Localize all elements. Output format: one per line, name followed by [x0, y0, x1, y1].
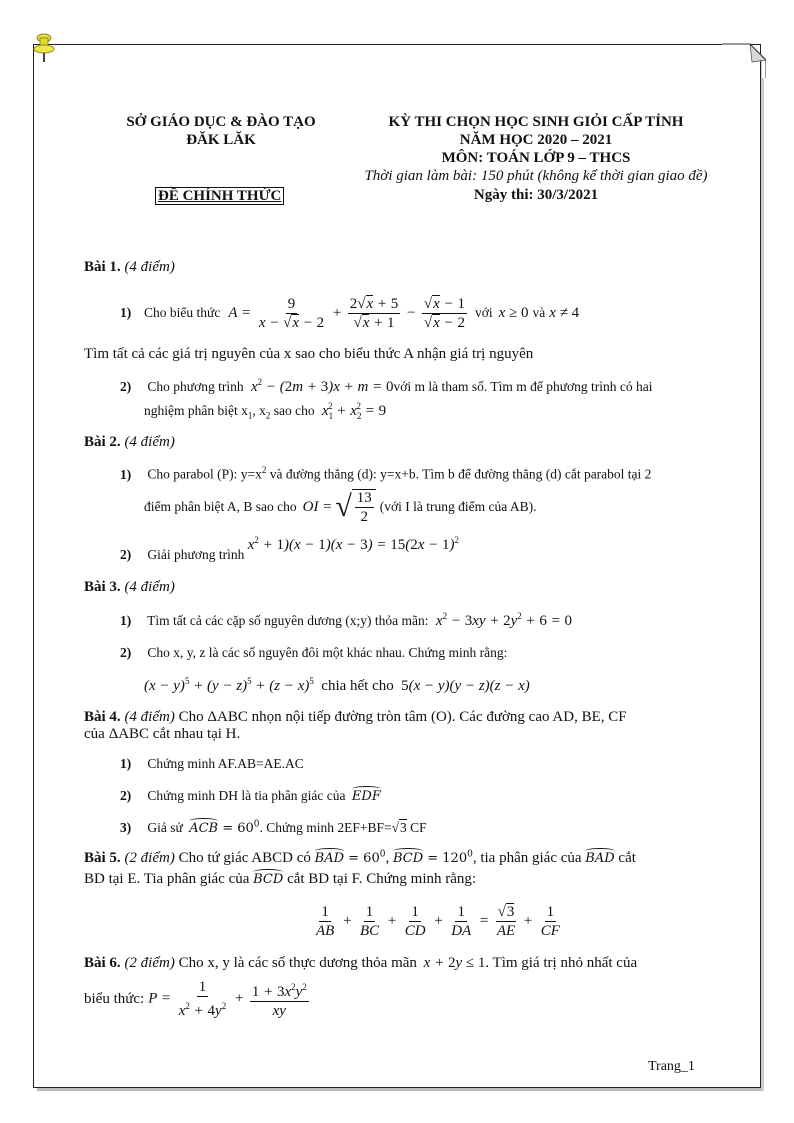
bai4-line2: của ΔABC cắt nhau tại H.: [84, 726, 241, 742]
official-label: ĐỀ CHÍNH THỨC: [155, 188, 284, 205]
bai4-q1: 1) Chứng minh AF.AB=AE.AC: [120, 756, 304, 771]
bai1-q1-followup: Tìm tất cả các giá trị nguyên của x sao cho biểu thức A nhận giá trị nguyên: [84, 346, 534, 362]
bai4-q2: 2) Chứng minh DH là tia phân giác của EDF: [120, 788, 381, 804]
bai5-equation: $\frac{1}{AB}$ + $\frac{1}{BC}$ + $\frac{1}{CD}$ + $\frac{1}{DA}$ = $\frac{√3}{AE}$ + $\frac{1}{CF}$: [316, 903, 560, 939]
bai1-q1: 1) Cho biểu thức A = $\frac{9}{x - √x - 2}$ + $\frac{2√x + 5}{√x + 1}$ − $\frac{√x - 1}{√x - 2}$ với x ≥ 0 và x ≠ 4: [120, 295, 580, 331]
bai3-q2-expression: $(x - y)^5 + (y - z)^5 + (z - x)^5$ chia hết cho 5(x − y)(y − z)(z − x): [144, 676, 530, 694]
bai6-line1: Bài 6. (2 điểm) Cho x, y là các số thực dương thỏa mãn x + 2y ≤ 1. Tìm giá trị nhỏ nhất của: [84, 955, 638, 971]
exam-subject: MÔN: TOÁN LỚP 9 – THCS: [441, 150, 631, 166]
header-department: SỞ GIÁO DỤC & ĐÀO TẠO: [126, 114, 316, 130]
paper-shadow-bottom: [37, 1088, 763, 1091]
exam-title: KỲ THI CHỌN HỌC SINH GIỎI CẤP TỈNH: [388, 114, 684, 130]
bai5-line1: Bài 5. (2 điểm) Cho tứ giác ABCD có BAD = $60^0$, BCD = $120^0$, tia phân giác của BAD cắt: [84, 849, 636, 866]
header-province: ĐĂK LĂK: [186, 132, 256, 148]
bai2-q1-line1: 1) Cho parabol (P): $y=x^2$ và đường thẳng (d): y=x+b. Tìm b để đường thẳng (d) cắt parabol tại 2: [120, 465, 652, 482]
bai6-line2: biểu thức: P = $\frac{1}{x^2 + 4y^2}$ + $\frac{1 + 3x^2y^2}{xy}$: [84, 979, 307, 1019]
bai1-heading: Bài 1. (4 điểm): [84, 259, 175, 275]
bai4-line1: Bài 4. (4 điểm) Cho ΔABC nhọn nội tiếp đường tròn tâm (O). Các đường cao AD, BE, CF: [84, 709, 627, 725]
bai3-q2: 2) Cho x, y, z là các số nguyên đôi một khác nhau. Chứng minh rằng:: [120, 645, 508, 660]
bai1-q2-line1: 2) Cho phương trình $x^2 - (2m + 3)x + m$ = 0với m là tham số. Tìm m để phương trình có hai: [120, 377, 653, 395]
paper-shadow-right: [761, 60, 764, 1090]
bai2-heading: Bài 2. (4 điểm): [84, 434, 175, 450]
bai4-q3: 3) Giả sử ACB = $60^0$. Chứng minh 2EF+BF=√3 CF: [120, 819, 427, 836]
page-number: Trang_1: [648, 1059, 695, 1074]
page-curl-icon: [722, 40, 766, 78]
bai3-q1: 1) Tìm tất cả các cặp số nguyên dương (x;y) thỏa mãn: $x^2 - 3xy + 2y^2 + 6 = 0$: [120, 611, 573, 629]
exam-duration: Thời gian làm bài: 150 phút (không kể thời gian giao đề): [364, 168, 708, 184]
expression-A: A = $\frac{9}{x - √x - 2}$ + $\frac{2√x + 5}{√x + 1}$ − $\frac{√x - 1}{√x - 2}$: [228, 295, 465, 331]
bai3-heading: Bài 3. (4 điểm): [84, 579, 175, 595]
bai1-q2-line2: nghiệm phân biệt $x_1$, $x_2$ sao cho $x_1^2 + x_2^2 = 9$: [144, 401, 387, 421]
bai2-q1-line2: điểm phân biệt A, B sao cho OI = √ $\frac{13}{2}$ (với I là trung điểm của AB).: [144, 490, 537, 525]
exam-year: NĂM HỌC 2020 – 2021: [459, 132, 613, 148]
bai5-line2: BD tại E. Tia phân giác của BCD cắt BD tại F. Chứng minh rằng:: [84, 871, 477, 887]
pushpin-icon: [30, 32, 62, 66]
bai2-q2: 2) Giải phương trình $x^2 + 1)(x - 1)(x - 3) = 15(2x - 1)^2$: [120, 535, 459, 562]
exam-date: Ngày thi: 30/3/2021: [473, 187, 599, 203]
